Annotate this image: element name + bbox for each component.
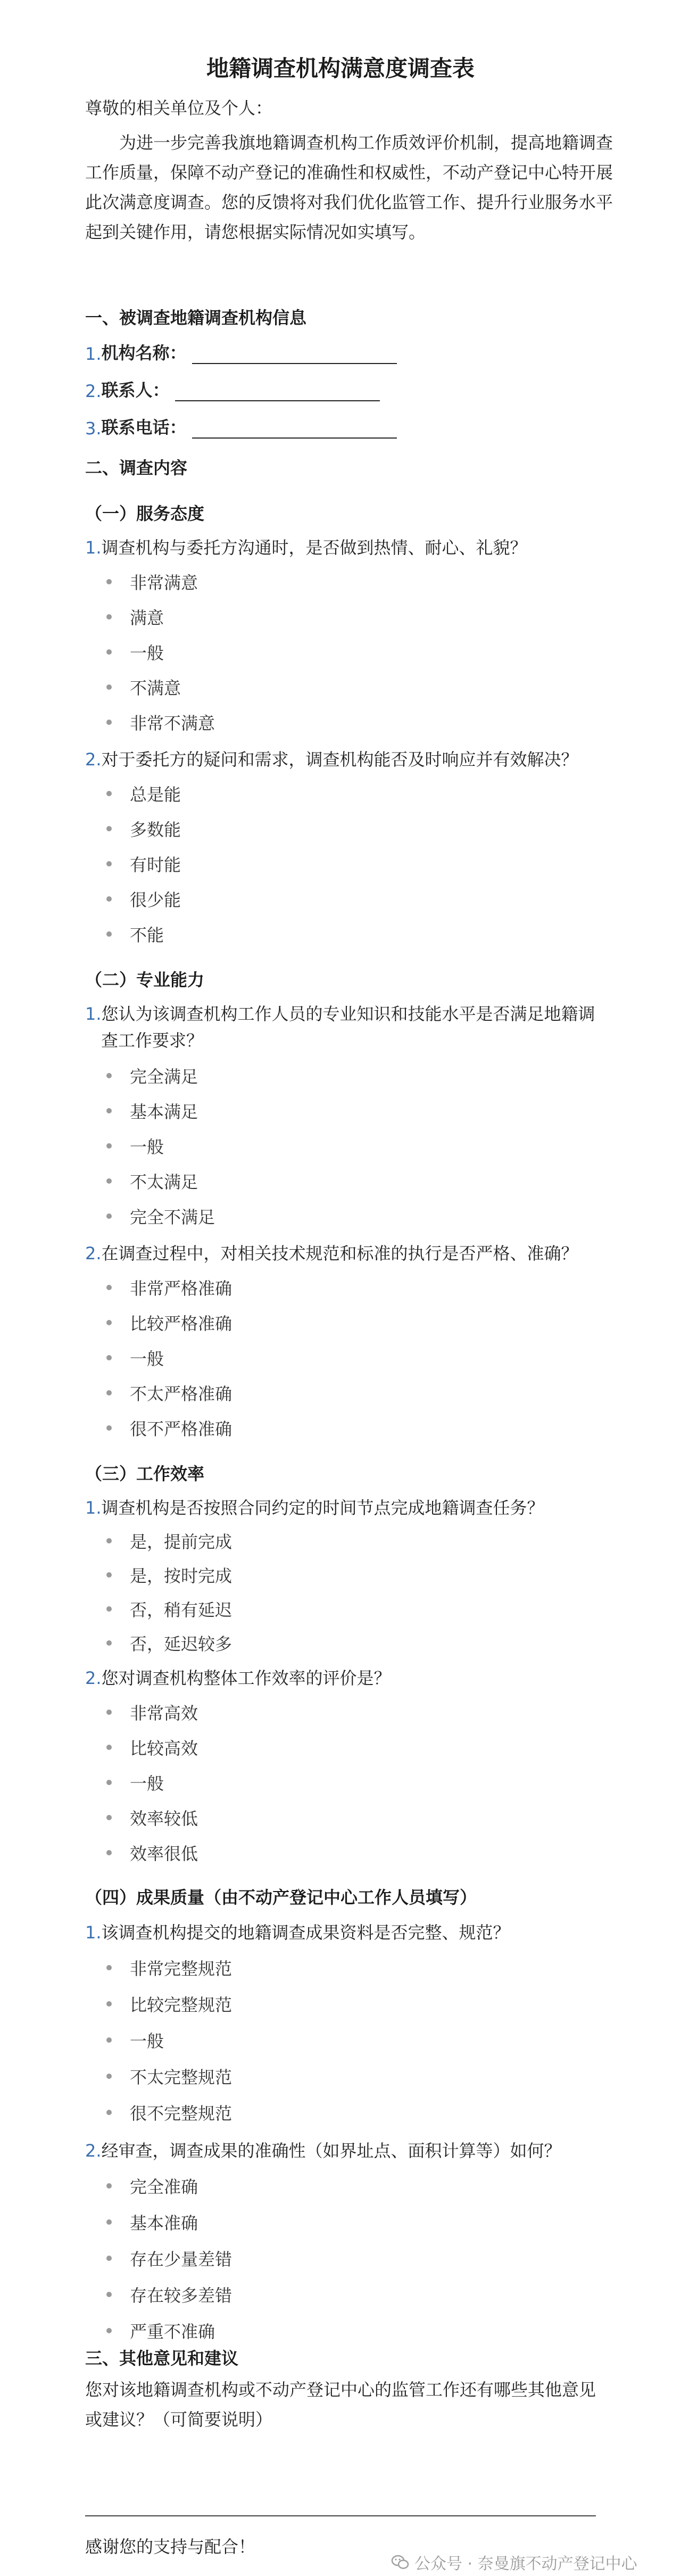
question-text: 调查机构与委托方沟通时，是否做到热情、耐心、礼貌？ [101, 538, 527, 558]
option[interactable] [106, 1310, 232, 1335]
bullet-icon [106, 1390, 112, 1396]
option[interactable] [106, 1204, 215, 1228]
question-number: 2. [85, 749, 102, 770]
option-label: 很不完整规范 [130, 2103, 232, 2124]
option[interactable] [106, 569, 198, 594]
option-label: 比较完整规范 [130, 1995, 232, 2015]
option[interactable] [106, 1805, 198, 1830]
option-label: 否，延迟较多 [130, 1634, 232, 1654]
contact-blank[interactable] [175, 382, 380, 401]
option[interactable] [106, 781, 181, 806]
bullet-icon [106, 614, 112, 620]
option-label: 基本准确 [130, 2213, 198, 2233]
field-number: 2. [85, 381, 102, 401]
question-number: 1. [85, 1004, 102, 1024]
field-number: 3. [85, 418, 102, 439]
question-number: 2. [85, 2141, 102, 2161]
bullet-icon [106, 1815, 112, 1820]
option-label: 不能 [130, 925, 164, 945]
question-text: 您对调查机构整体工作效率的评价是？ [101, 1668, 391, 1688]
option[interactable] [106, 1735, 198, 1760]
option-label: 一般 [130, 1349, 164, 1369]
option[interactable] [106, 2210, 198, 2234]
option[interactable] [106, 605, 164, 629]
option[interactable] [106, 1169, 198, 1193]
wechat-icon [391, 2554, 409, 2570]
option[interactable] [106, 1381, 232, 1405]
bullet-icon [106, 1745, 112, 1750]
option[interactable] [106, 1770, 164, 1795]
bullet-icon [106, 861, 112, 866]
option-label: 完全满足 [130, 1067, 198, 1087]
bullet-icon [106, 684, 112, 690]
bullet-icon [106, 1355, 112, 1360]
option-label: 非常满意 [130, 573, 198, 593]
option[interactable] [106, 922, 164, 946]
option[interactable] [106, 1563, 232, 1587]
option[interactable] [106, 1631, 232, 1655]
option-label: 一般 [130, 2031, 164, 2051]
field-label: 联系电话： [101, 417, 187, 437]
option-label: 非常不满意 [130, 713, 215, 733]
bullet-icon [106, 826, 112, 831]
question-4-1 [85, 1919, 510, 1944]
bullet-icon [106, 2292, 112, 2297]
option[interactable] [106, 1955, 232, 1980]
bullet-icon [106, 720, 112, 725]
option[interactable] [106, 710, 215, 734]
option[interactable] [106, 1992, 232, 2016]
bullet-icon [106, 791, 112, 796]
option-label: 是，提前完成 [130, 1532, 232, 1552]
option-label: 存在较多差错 [130, 2285, 232, 2306]
option[interactable] [106, 1134, 164, 1158]
option-label: 不太严格准确 [130, 1384, 232, 1404]
bullet-icon [106, 1710, 112, 1715]
bullet-icon [106, 1073, 112, 1078]
option[interactable] [106, 1345, 164, 1370]
agency-name-blank[interactable] [192, 345, 397, 364]
option[interactable] [106, 2100, 232, 2125]
option-label: 很少能 [130, 890, 181, 910]
section2-heading: 二、调查内容 [85, 458, 188, 478]
option-label: 不太完整规范 [130, 2067, 232, 2087]
question-text: 经审查，调查成果的准确性（如界址点、面积计算等）如何？ [101, 2141, 561, 2161]
question-number: 2. [85, 1243, 102, 1264]
bullet-icon [106, 1178, 112, 1184]
phone-blank[interactable] [192, 419, 397, 439]
option[interactable] [106, 1597, 232, 1621]
bullet-icon [106, 1850, 112, 1855]
option-label: 不满意 [130, 678, 181, 698]
bullet-icon [106, 1572, 112, 1578]
section3-heading: 三、其他意见和建议 [85, 2348, 239, 2368]
question-2-1-continued: 查工作要求？ [101, 1030, 204, 1051]
option-label: 是，按时完成 [130, 1566, 232, 1586]
option-label: 非常高效 [130, 1703, 198, 1723]
option[interactable] [106, 1099, 198, 1123]
option-label: 总是能 [130, 785, 181, 805]
bullet-icon [106, 2219, 112, 2225]
bullet-icon [106, 1640, 112, 1646]
bullet-icon [106, 2001, 112, 2007]
question-number: 2. [85, 1668, 102, 1688]
option-label: 效率较低 [130, 1809, 198, 1829]
field-label: 联系人： [101, 380, 170, 400]
option[interactable] [106, 2318, 215, 2343]
option[interactable] [106, 2064, 232, 2088]
bullet-icon [106, 1538, 112, 1543]
group-service-attitude-heading: （一）服务态度 [85, 503, 205, 524]
bullet-icon [106, 1213, 112, 1219]
option[interactable] [106, 675, 181, 699]
question-number: 1. [85, 538, 102, 558]
bullet-icon [106, 2256, 112, 2261]
option[interactable] [106, 816, 181, 841]
field-agency-name [85, 340, 397, 364]
group-professional-ability-heading: （二）专业能力 [85, 970, 205, 990]
question-text: 对于委托方的疑问和需求，调查机构能否及时响应并有效解决？ [101, 749, 578, 770]
option-label: 比较高效 [130, 1738, 198, 1758]
option-label: 一般 [130, 1773, 164, 1794]
option[interactable] [106, 640, 164, 664]
closing-text: 感谢您的支持与配合！ [85, 2537, 256, 2557]
question-1-2 [85, 746, 578, 771]
bullet-icon [106, 2328, 112, 2333]
option-label: 不太满足 [130, 1172, 198, 1192]
option-label: 效率很低 [130, 1844, 198, 1864]
intro-paragraph: 为进一步完善我旗地籍调查机构工作质效评价机制，提高地籍调查工作质量，保障不动产登记的准确性和权威性，不动产登记中心特开展此次满意度调查。您的反馈将对我们优化监管工作、提升行业服务水平起到关键作用，请您根据实际情况如实填写。 [85, 133, 613, 242]
page-title: 地籍调查机构满意度调查表 [206, 55, 475, 81]
option[interactable] [106, 1275, 232, 1300]
option-label: 一般 [130, 1137, 164, 1157]
group-efficiency-heading: （三）工作效率 [85, 1464, 205, 1484]
question-text: 该调查机构提交的地籍调查成果资料是否完整、规范？ [101, 1922, 510, 1943]
option-label: 一般 [130, 643, 164, 663]
greeting: 尊敬的相关单位及个人： [85, 98, 273, 118]
question-number: 1. [85, 1498, 102, 1518]
question-text: 在调查过程中，对相关技术规范和标准的执行是否严格、准确？ [101, 1243, 578, 1264]
option[interactable] [106, 1529, 232, 1553]
option[interactable] [106, 2174, 198, 2198]
option[interactable] [106, 2282, 232, 2307]
option[interactable] [106, 2246, 232, 2270]
option-label: 满意 [130, 608, 164, 628]
bullet-icon [106, 579, 112, 584]
option-label: 基本满足 [130, 1102, 198, 1122]
question-2-1 [85, 1001, 595, 1025]
divider [85, 2515, 596, 2516]
section1-heading: 一、被调查地籍调查机构信息 [85, 308, 307, 328]
bullet-icon [106, 1780, 112, 1785]
question-4-2 [85, 2137, 561, 2162]
bullet-icon [106, 931, 112, 937]
option[interactable] [106, 1416, 232, 1440]
option-label: 非常严格准确 [130, 1278, 232, 1299]
question-number: 1. [85, 1922, 102, 1943]
group-result-quality-heading: （四）成果质量（由不动产登记中心工作人员填写） [85, 1887, 477, 1908]
bullet-icon [106, 649, 112, 655]
bullet-icon [106, 1108, 112, 1113]
option[interactable] [106, 2028, 164, 2052]
watermark [391, 2550, 637, 2574]
field-label: 机构名称： [101, 343, 187, 363]
bullet-icon [106, 1606, 112, 1612]
question-2-2 [85, 1240, 578, 1265]
bullet-icon [106, 2183, 112, 2189]
suggestion-prompt: 您对该地籍调查机构或不动产登记中心的监管工作还有哪些其他意见或建议？（可简要说明） [85, 2380, 596, 2430]
option-label: 完全准确 [130, 2177, 198, 2197]
option-label: 多数能 [130, 820, 181, 840]
question-text: 调查机构是否按照合同约定的时间节点完成地籍调查任务？ [101, 1498, 544, 1518]
question-1-1 [85, 534, 527, 559]
bullet-icon [106, 1143, 112, 1149]
option[interactable] [106, 852, 181, 876]
bullet-icon [106, 1965, 112, 1970]
option-label: 存在少量差错 [130, 2249, 232, 2269]
option[interactable] [106, 887, 181, 911]
bullet-icon [106, 2037, 112, 2043]
question-3-2 [85, 1665, 391, 1689]
bullet-icon [106, 1425, 112, 1431]
option-label: 比较严格准确 [130, 1314, 232, 1334]
option[interactable] [106, 1700, 198, 1724]
bullet-icon [106, 1320, 112, 1325]
field-contact [85, 377, 380, 401]
watermark-text: 公众号 · 奈曼旗不动产登记中心 [414, 2555, 637, 2573]
option-label: 很不严格准确 [130, 1419, 232, 1439]
bullet-icon [106, 2110, 112, 2115]
option-label: 非常完整规范 [130, 1959, 232, 1979]
option[interactable] [106, 1063, 198, 1088]
field-phone [85, 414, 397, 439]
option-label: 有时能 [130, 855, 181, 875]
question-text: 您认为该调查机构工作人员的专业知识和技能水平是否满足地籍调 [101, 1004, 595, 1024]
question-3-1 [85, 1495, 544, 1519]
option[interactable] [106, 1840, 198, 1865]
option-label: 严重不准确 [130, 2322, 215, 2342]
bullet-icon [106, 2074, 112, 2079]
bullet-icon [106, 896, 112, 902]
option-label: 否，稍有延迟 [130, 1600, 232, 1620]
option-label: 完全不满足 [130, 1207, 215, 1227]
field-number: 1. [85, 344, 102, 364]
bullet-icon [106, 1285, 112, 1290]
